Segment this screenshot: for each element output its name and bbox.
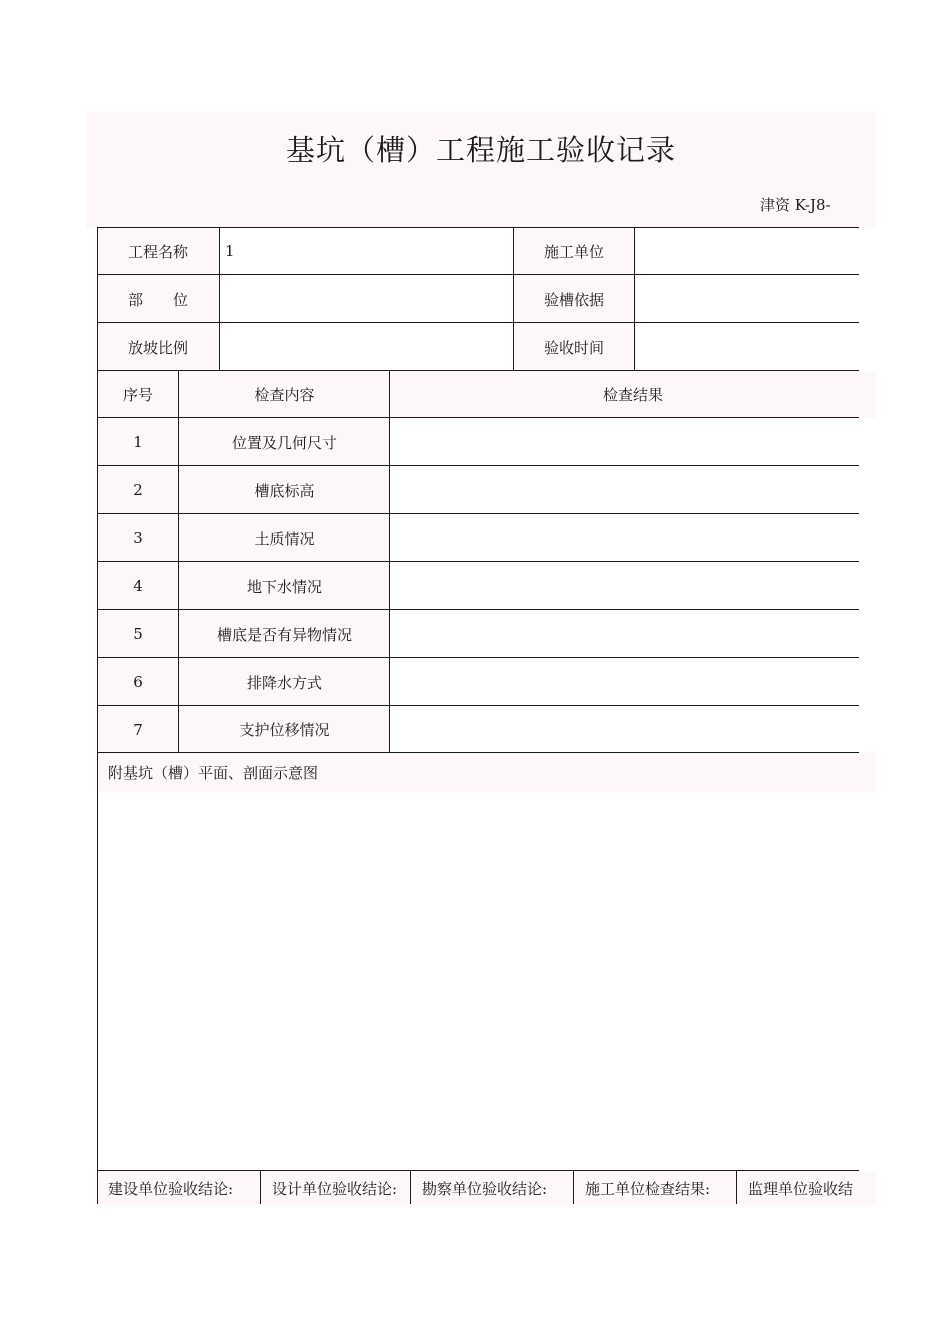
contractor-value[interactable] <box>635 227 859 275</box>
row-no: 4 <box>97 562 179 610</box>
row-no: 1 <box>97 418 179 466</box>
contractor-label: 施工单位 <box>513 227 635 275</box>
row-result[interactable] <box>390 418 859 466</box>
grid-line <box>634 227 635 371</box>
row-result[interactable] <box>390 514 859 562</box>
sketch-label: 附基坑（槽）平面、剖面示意图 <box>97 753 876 791</box>
row-result[interactable] <box>390 466 859 514</box>
row-item: 槽底是否有异物情况 <box>179 610 390 658</box>
row-item: 地下水情况 <box>179 562 390 610</box>
grid-line <box>573 1170 574 1204</box>
grid-line <box>389 370 390 753</box>
row-item: 支护位移情况 <box>179 706 390 753</box>
grid-line <box>97 417 859 418</box>
supervisor-conclusion-label: 监理单位验收结 <box>736 1171 876 1205</box>
header-no: 序号 <box>97 371 179 418</box>
grid-line <box>97 274 859 275</box>
grid-line <box>97 322 859 323</box>
row-result[interactable] <box>390 658 859 706</box>
grid-line <box>97 370 859 371</box>
grid-line <box>97 227 859 228</box>
row-no: 5 <box>97 610 179 658</box>
designer-conclusion-label: 设计单位验收结论: <box>260 1171 410 1205</box>
grid-line <box>178 370 179 753</box>
row-result[interactable] <box>390 562 859 610</box>
row-item: 槽底标高 <box>179 466 390 514</box>
sketch-area[interactable] <box>98 791 859 1171</box>
location-label: 部 位 <box>97 275 219 323</box>
grid-line <box>736 1170 737 1204</box>
row-result[interactable] <box>390 610 859 658</box>
header-result: 检查结果 <box>390 371 876 418</box>
owner-conclusion-label: 建设单位验收结论: <box>97 1171 260 1205</box>
row-no: 3 <box>97 514 179 562</box>
grid-line <box>219 227 220 371</box>
grid-line <box>97 752 859 753</box>
date-value[interactable] <box>635 323 859 371</box>
slope-label: 放坡比例 <box>97 323 219 371</box>
contractor-conclusion-label: 施工单位检查结果: <box>573 1171 736 1205</box>
grid-line <box>410 1170 411 1204</box>
row-no: 7 <box>97 706 179 753</box>
grid-line <box>97 657 859 658</box>
row-item: 土质情况 <box>179 514 390 562</box>
grid-line <box>260 1170 261 1204</box>
location-value[interactable] <box>219 275 513 323</box>
grid-line <box>513 227 514 371</box>
project-name-value[interactable]: 1 <box>219 227 513 275</box>
basis-value[interactable] <box>635 275 859 323</box>
grid-line <box>97 609 859 610</box>
document-title: 基坑（槽）工程施工验收记录 <box>285 133 676 167</box>
row-result[interactable] <box>390 706 859 753</box>
row-item: 位置及几何尺寸 <box>179 418 390 466</box>
slope-value[interactable] <box>219 323 513 371</box>
surveyor-conclusion-label: 勘察单位验收结论: <box>410 1171 573 1205</box>
grid-line <box>97 465 859 466</box>
project-name-label: 工程名称 <box>97 227 219 275</box>
row-no: 2 <box>97 466 179 514</box>
grid-line <box>97 561 859 562</box>
grid-line <box>97 513 859 514</box>
date-label: 验收时间 <box>513 323 635 371</box>
grid-line <box>97 705 859 706</box>
header-item: 检查内容 <box>179 371 390 418</box>
grid-line <box>97 227 98 1204</box>
row-no: 6 <box>97 658 179 706</box>
basis-label: 验槽依据 <box>513 275 635 323</box>
row-item: 排降水方式 <box>179 658 390 706</box>
form-code: 津资 K-J8- <box>760 196 831 214</box>
grid-line <box>97 1170 859 1171</box>
